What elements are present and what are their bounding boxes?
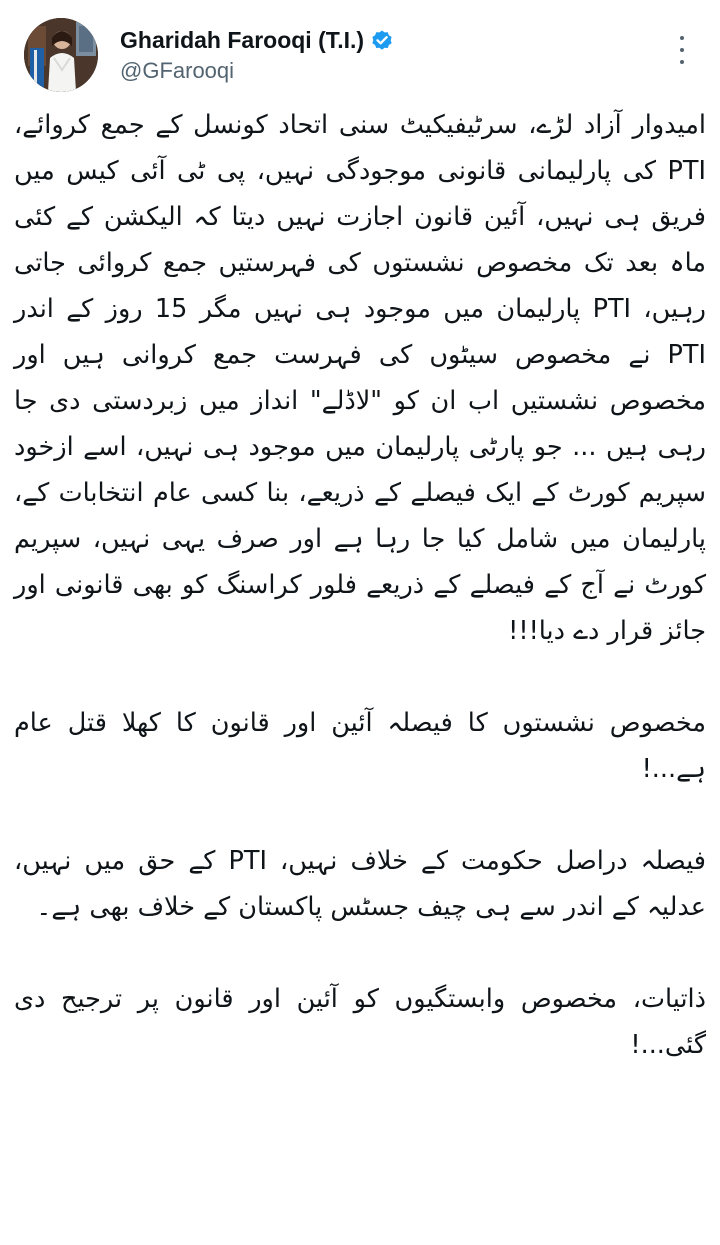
dot [680, 60, 684, 64]
tweet-paragraph-2: مخصوص نشستوں کا فیصلہ آئین اور قانون کا کھلا قتل عام ہے...! [5, 708, 706, 784]
tweet-paragraph-3: فیصلہ دراصل حکومت کے خلاف نہیں، PTI کے حق میں نہیں، عدلیہ کے اندر سے ہی چیف جسٹس پاکستان کے خلاف بھی ہے۔ [5, 846, 706, 922]
author-name-row [120, 24, 394, 56]
profile-photo [24, 18, 98, 92]
tweet-header [0, 0, 720, 100]
dot [680, 48, 684, 52]
dot [680, 36, 684, 40]
display-name[interactable]: Gharidah Farooqi (T.I.) [120, 26, 365, 53]
author-handle[interactable]: @GFarooqi [120, 58, 235, 83]
tweet-paragraph-4: ذاتیات، مخصوص وابستگیوں کو آئین اور قانون پر ترجیح دی گئی...! [5, 984, 706, 1060]
tweet-text [5, 102, 706, 1068]
tweet-paragraph-1: امیدوار آزاد لڑے، سرٹیفیکیٹ سنی اتحاد کونسل کے جمع کروائے، PTI کی پارلیمانی قانونی موجودگی نہیں، پی ٹی آئی کیس میں فریق ہی نہیں، آئین قانون اجازت نہیں دیتا کہ الیکشن کے کئی ماہ بعد تک مخصوص نشستوں کی فہرستیں جمع کروائی جاتی رہیں، PTI پارلیمان میں موجود ہی نہیں مگر 15 روز کے اندر PTI نے مخصوص سیٹوں کی فہرست جمع کروانی ہیں اور مخصوص نشستیں اب ان کو "لاڈلے" انداز میں زبردستی دی جا رہی ہیں ... جو پارٹی پارلیمان میں موجود ہی نہیں، اسے ازخود سپریم کورٹ کے ایک فیصلے کے ذریعے، بنا کسی عام انتخابات کے، پارلیمان میں شامل کیا جا رہا ہے اور صرف یہی نہیں، سپریم کورٹ نے آج کے فیصلے کے ذریعے فلور کراسنگ کو بھی قانونی اور جائز قرار دے دیا!!! [5, 110, 706, 646]
avatar[interactable] [24, 18, 98, 92]
more-options-icon[interactable] [672, 36, 692, 64]
verified-badge-icon [370, 28, 394, 52]
